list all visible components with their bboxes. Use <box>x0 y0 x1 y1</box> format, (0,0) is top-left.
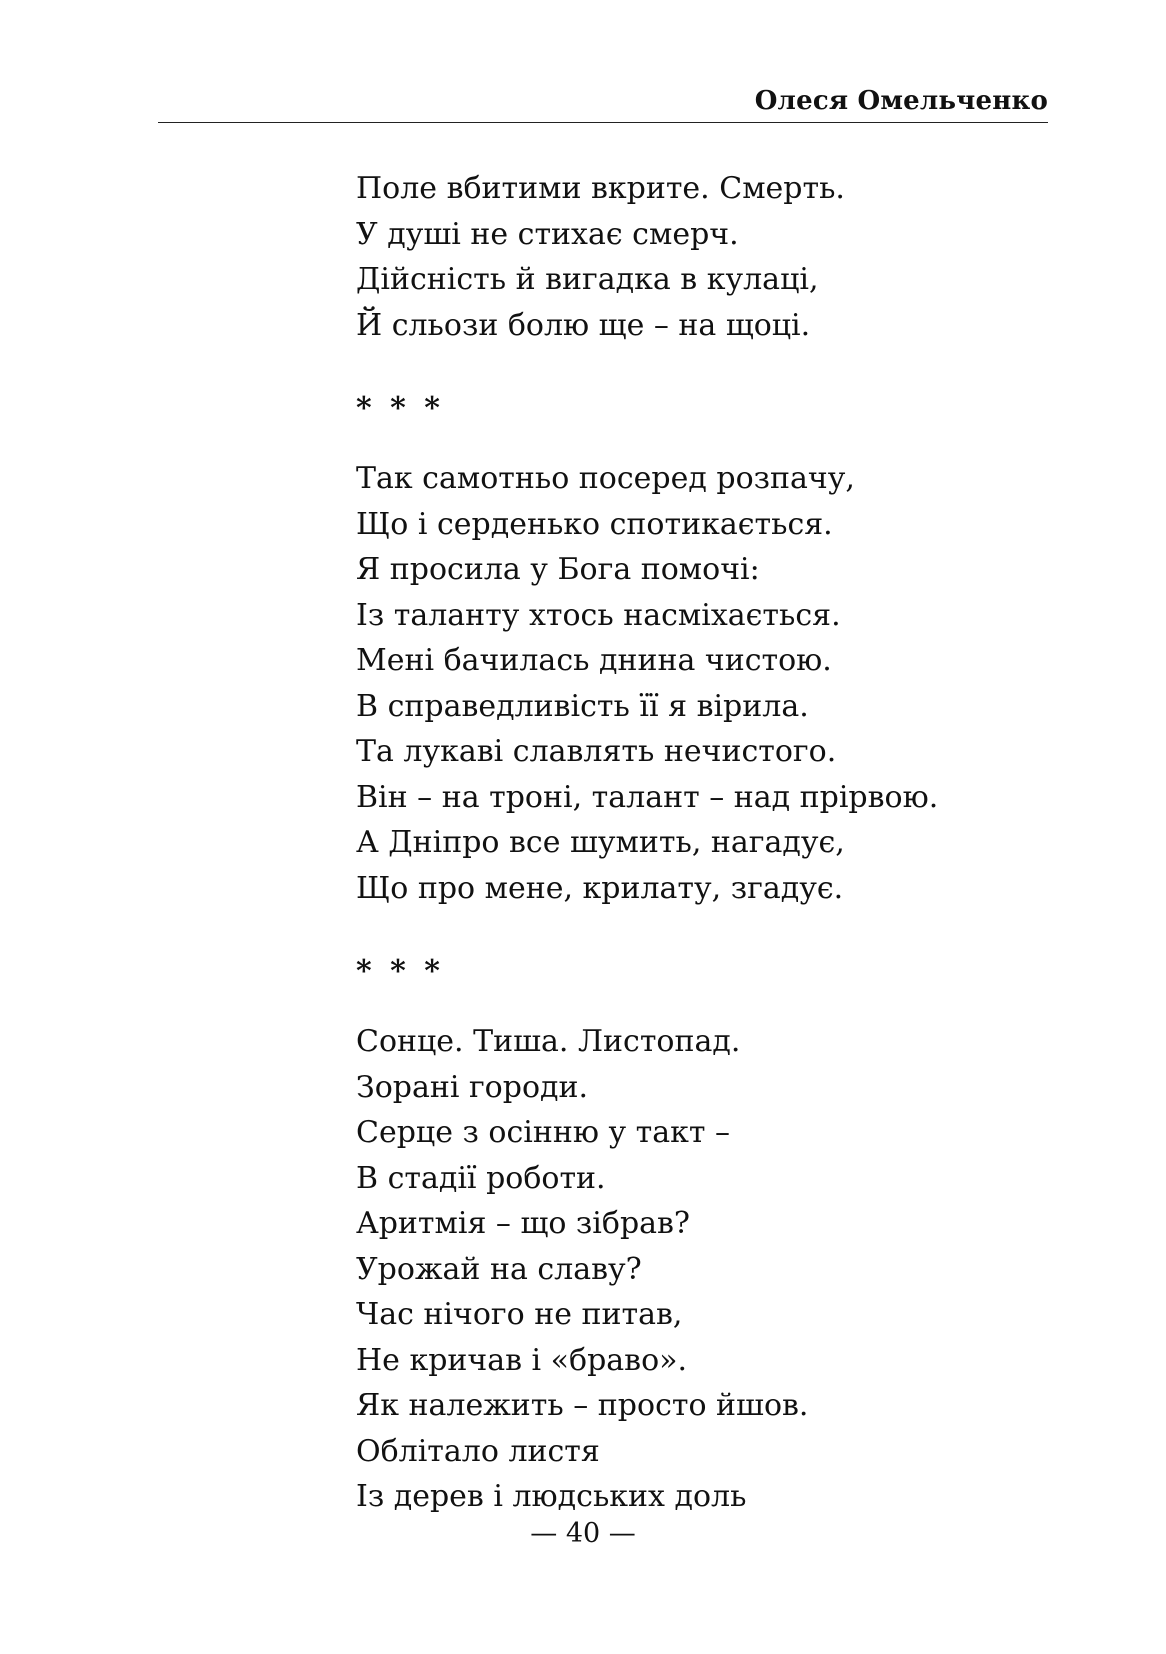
poem-line: В стадії роботи. <box>356 1160 606 1196</box>
poem-line: Дійсність й вигадка в кулаці, <box>356 262 819 297</box>
poem-line: У душі не стихає смерч. <box>356 216 739 252</box>
poem-line: Облітало листя <box>356 1433 600 1469</box>
poem-line: Як належить – просто йшов. <box>356 1388 809 1423</box>
poem-line: Аритмія – що зібрав? <box>356 1206 691 1241</box>
section-separator: * * * <box>356 391 444 426</box>
poem-line: Він – на троні, талант – над прірвою. <box>356 779 939 815</box>
poem <box>356 1019 1056 1520</box>
poem-line: Не кричав і «браво». <box>356 1342 688 1378</box>
poem-line: Сонце. Тиша. Листопад. <box>356 1024 741 1059</box>
poem-line: В справедливість її я вірила. <box>356 688 809 724</box>
poem-line: Зорані городи. <box>356 1069 589 1105</box>
poem-line: Урожай на славу? <box>356 1251 642 1287</box>
poem-fragment <box>356 166 1056 348</box>
poem-line: Із дерев і людських доль <box>356 1479 747 1514</box>
section-separator: * * * <box>356 954 444 989</box>
poem-line: Й сльози болю ще – на щоці. <box>356 307 811 343</box>
poem-line: Я просила у Бога помочі: <box>356 552 760 587</box>
poem-line: Час нічого не питав, <box>356 1297 683 1332</box>
author-name: Олеся Омельченко <box>754 86 1048 116</box>
poems-body <box>356 166 1056 1520</box>
poem-line: Що і серденько спотикається. <box>356 506 833 542</box>
poem-line: Серце з осінню у такт – <box>356 1115 731 1150</box>
poem-line: Та лукаві славлять нечистого. <box>356 734 837 769</box>
poem-line: Що про мене, крилату, згадує. <box>356 870 844 906</box>
poem-line: Поле вбитими вкрите. Смерть. <box>356 171 845 206</box>
running-header <box>158 80 1048 123</box>
poem-line: Так самотньо посеред розпачу, <box>356 461 855 496</box>
poem-line: Мені бачилась днина чистою. <box>356 643 832 678</box>
poem-line: А Дніпро все шумить, нагадує, <box>356 825 845 860</box>
poem-line: Із таланту хтось насміхається. <box>356 597 841 633</box>
poem <box>356 456 1056 911</box>
page-number: — 40 — <box>530 1518 636 1549</box>
